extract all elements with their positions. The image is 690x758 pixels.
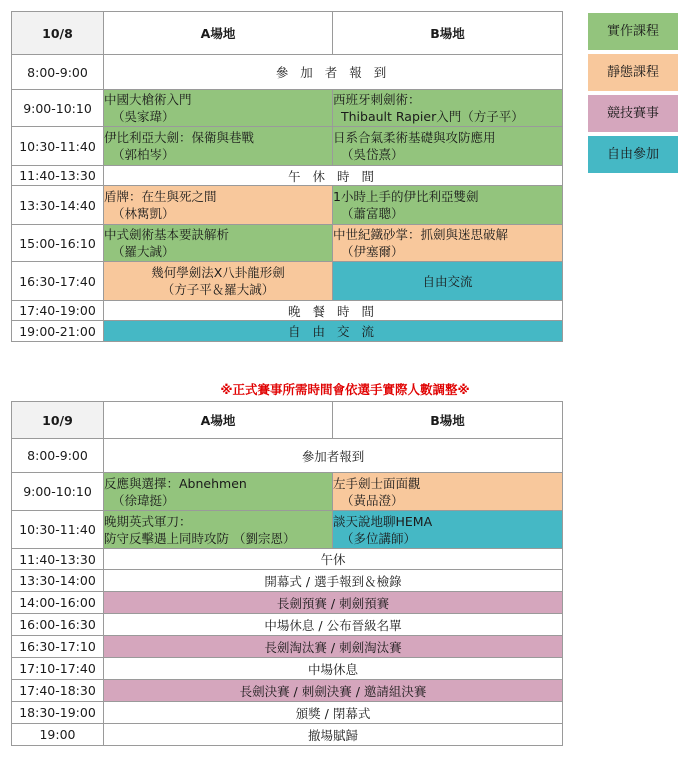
session-cell: 參 加 者 報 到 <box>104 55 563 90</box>
session-cell-b <box>333 225 563 262</box>
session-cell-a <box>104 90 333 127</box>
legend-item-free: 自由參加 <box>587 135 679 174</box>
time-cell: 8:00-9:00 <box>12 439 104 473</box>
session-teacher: （伊塞爾） <box>341 244 404 259</box>
session-title: 伊比利亞大劍：保衛與巷戰 <box>104 130 255 145</box>
session-title: 幾何學劍法X八卦龍形劍 <box>151 265 285 280</box>
time-cell: 16:00-16:30 <box>12 614 104 636</box>
time-cell: 19:00 <box>12 724 104 746</box>
time-cell: 9:00-10:10 <box>12 90 104 127</box>
session-cell-b <box>333 127 563 166</box>
session-teacher: （林寯凱） <box>112 206 175 221</box>
session-cell: 午休 <box>104 549 563 570</box>
venue-a-header: A場地 <box>104 12 333 55</box>
session-title: 晚期英式軍刀： <box>104 513 192 529</box>
time-cell: 10:30-11:40 <box>12 127 104 166</box>
date-cell: 10/8 <box>12 12 104 55</box>
session-teacher: Thibault Rapier入門（方子平） <box>341 109 524 124</box>
session-cell: 中場休息 <box>104 658 563 680</box>
session-cell: 參加者報到 <box>104 439 563 473</box>
session-cell-a <box>104 511 333 549</box>
session-cell-a <box>104 186 333 225</box>
session-cell-a <box>104 225 333 262</box>
session-cell: 長劍淘汰賽 / 刺劍淘汰賽 <box>104 636 563 658</box>
session-title: 盾牌：在生與死之間 <box>104 189 217 204</box>
session-cell: 晚 餐 時 間 <box>104 301 563 321</box>
time-cell: 19:00-21:00 <box>12 321 104 342</box>
session-teacher: （蕭富聰） <box>341 206 404 221</box>
schedule-table-day2 <box>11 401 563 746</box>
time-cell: 9:00-10:10 <box>12 473 104 511</box>
date-cell: 10/9 <box>12 402 104 439</box>
session-cell-b <box>333 511 563 549</box>
venue-b-header: B場地 <box>333 402 563 439</box>
session-teacher: （郭柏岑） <box>112 147 175 162</box>
time-cell: 17:40-19:00 <box>12 301 104 321</box>
session-cell: 頒獎 / 閉幕式 <box>104 702 563 724</box>
session-cell: 長劍預賽 / 刺劍預賽 <box>104 592 563 614</box>
time-cell: 17:40-18:30 <box>12 680 104 702</box>
venue-a-header: A場地 <box>104 402 333 439</box>
session-title: 中國大槍術入門 <box>104 92 192 107</box>
session-cell-a <box>104 127 333 166</box>
legend-item-static: 靜態課程 <box>587 53 679 92</box>
legend-item-practical: 實作課程 <box>587 12 679 51</box>
session-teacher: （羅大誠） <box>112 244 175 259</box>
time-cell: 13:30-14:00 <box>12 570 104 592</box>
time-cell: 14:00-16:00 <box>12 592 104 614</box>
time-cell: 10:30-11:40 <box>12 511 104 549</box>
legend-item-competition: 競技賽事 <box>587 94 679 133</box>
session-title: 反應與選擇：Abnehmen <box>104 475 247 491</box>
time-cell: 15:00-16:10 <box>12 225 104 262</box>
session-title: 西班牙刺劍術： <box>333 92 421 107</box>
legend <box>587 12 679 176</box>
session-cell-b <box>333 90 563 127</box>
session-teacher: （吳家瑋） <box>112 109 175 124</box>
session-cell-a <box>104 262 333 301</box>
session-teacher: （徐瑋挺） <box>112 492 175 508</box>
session-cell-a <box>104 473 333 511</box>
schedule-table-day1 <box>11 11 563 342</box>
venue-b-header: B場地 <box>333 12 563 55</box>
time-cell: 16:30-17:40 <box>12 262 104 301</box>
session-teacher: （吳岱熹） <box>341 147 404 162</box>
session-title: 中式劍術基本要訣解析 <box>104 227 230 242</box>
session-cell-b: 自由交流 <box>333 262 563 301</box>
time-cell: 13:30-14:40 <box>12 186 104 225</box>
session-cell: 長劍決賽 / 刺劍決賽 / 邀請組決賽 <box>104 680 563 702</box>
time-cell: 8:00-9:00 <box>12 55 104 90</box>
adjustment-note: ※正式賽事所需時間會依選手實際人數調整※ <box>220 382 470 397</box>
time-cell: 16:30-17:10 <box>12 636 104 658</box>
session-title: 中世紀鐵砂掌：抓劍與迷思破解 <box>333 227 509 242</box>
session-title: 日系合氣柔術基礎與攻防應用 <box>333 130 496 145</box>
time-cell: 11:40-13:30 <box>12 549 104 570</box>
session-cell-b <box>333 473 563 511</box>
session-title: 左手劍士面面觀 <box>333 475 421 491</box>
session-teacher: 防守反擊遇上同時攻防 （劉宗恩） <box>104 530 296 546</box>
session-teacher: （多位講師） <box>341 530 417 546</box>
time-cell: 18:30-19:00 <box>12 702 104 724</box>
session-teacher: （黃品澄） <box>341 492 404 508</box>
session-cell: 自 由 交 流 <box>104 321 563 342</box>
time-cell: 17:10-17:40 <box>12 658 104 680</box>
time-cell: 11:40-13:30 <box>12 166 104 186</box>
session-cell: 午 休 時 間 <box>104 166 563 186</box>
session-cell: 撤場賦歸 <box>104 724 563 746</box>
session-cell: 中場休息 / 公布晉級名單 <box>104 614 563 636</box>
session-title: 談天說地聊HEMA <box>333 513 433 529</box>
session-title: 1小時上手的伊比利亞雙劍 <box>333 189 479 204</box>
session-cell: 開幕式 / 選手報到＆檢錄 <box>104 570 563 592</box>
session-cell-b <box>333 186 563 225</box>
session-teacher: （方子平＆羅大誠） <box>161 282 275 297</box>
